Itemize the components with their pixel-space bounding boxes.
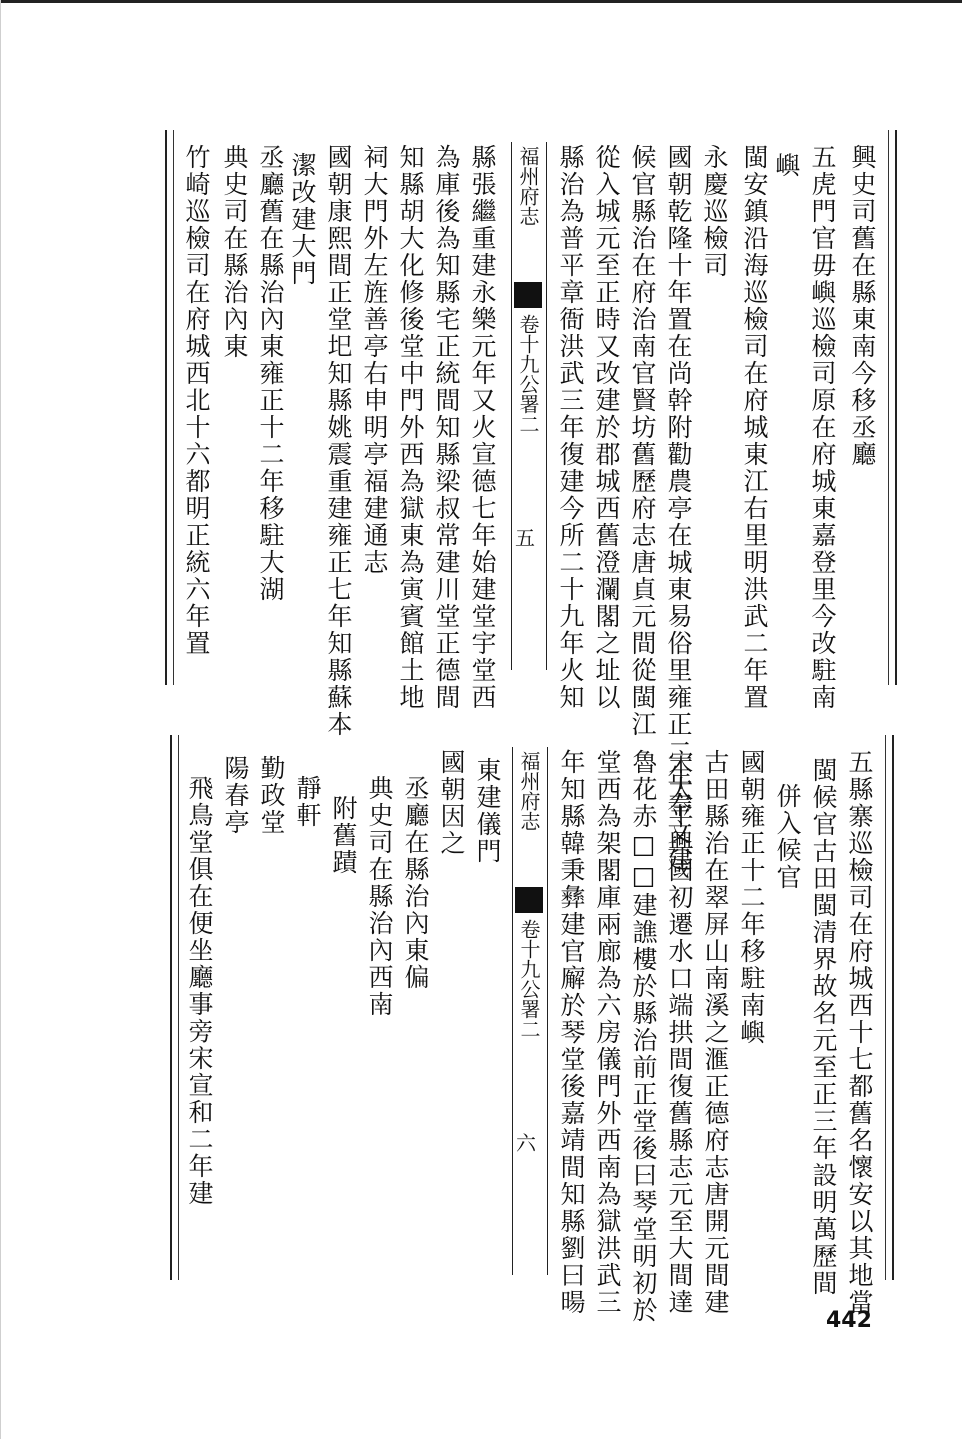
text-column: 從入城元至正時又改建於郡城西舊澄瀾閣之址以	[592, 144, 621, 711]
text-column: 堂西為架閣庫兩廊為六房儀門外西南為獄洪武三	[593, 749, 622, 1316]
text-column: 國朝因之	[437, 749, 466, 857]
text-column: 典史司在縣治內東	[220, 144, 249, 360]
text-column: 永慶巡檢司	[700, 144, 729, 279]
text-column: 飛鳥堂俱在便坐廳事旁宋宣和二年建	[185, 775, 214, 1207]
text-column: 候官縣治在府治南官賢坊舊歷府志唐貞元間從閩江	[628, 144, 657, 738]
text-column: 併入候官	[773, 783, 802, 891]
text-column: 魯花赤□□建譙樓於縣治前正堂後曰琴堂明初於	[629, 749, 658, 1324]
banner-volume: 卷十九公署二	[516, 314, 540, 434]
text-column: 閩候官古田閩清界故名元至正三年設明萬歷間	[809, 757, 838, 1297]
text-column: 縣治為普平章衙洪武三年復建今所二十九年火知	[556, 144, 585, 711]
text-column: 閩安鎮沿海巡檢司在府城東江右里明洪武二年置	[740, 144, 769, 711]
top-border-line	[0, 0, 962, 3]
text-column: 古田縣治在翠屏山南溪之滙正德府志唐開元間建	[701, 749, 730, 1316]
text-column: 典史司在縣治內西南	[365, 775, 394, 1018]
text-column: 丞廳在縣治內東偏	[401, 775, 430, 991]
text-column: 國朝雍正十二年移駐南嶼	[737, 749, 766, 1046]
scan-edge-line	[0, 0, 1, 1439]
text-column: 興史司舊在縣東南今移丞廳	[848, 144, 877, 468]
text-column: 年知縣韓秉彝建官廨於琴堂後嘉靖間知縣劉曰暘	[557, 749, 586, 1316]
center-banner	[512, 747, 548, 1275]
text-column: 靜軒	[293, 775, 322, 829]
text-column: 嶼	[772, 152, 801, 179]
text-column: 附舊蹟	[329, 795, 358, 876]
fish-tail-mark	[514, 282, 542, 308]
text-column: 五縣寨巡檢司在府城西十七都舊名懷安以其地當	[845, 749, 874, 1316]
text-column: 宋太平興國初遷水口端拱間復舊縣志元至大間達	[665, 749, 694, 1316]
leaf-number: 六	[516, 1131, 536, 1155]
text-column: 東建儀門	[473, 757, 502, 865]
text-column: 縣張繼重建永樂元年又火宣德七年始建堂宇堂西	[468, 144, 497, 711]
text-column: 國朝康熙間正堂圯知縣姚震重建雍正七年知縣蘇本	[324, 144, 353, 738]
text-column: 五虎門官毋嶼巡檢司原在府城東嘉登里今改駐南	[808, 144, 837, 711]
text-column: 勤政堂	[257, 755, 286, 836]
text-column: 潔改建大門	[288, 152, 317, 287]
page-number: 442	[826, 1308, 872, 1333]
text-column: 竹崎巡檢司在府城西北十六都明正統六年置	[182, 144, 211, 657]
center-banner	[511, 142, 547, 670]
text-column: 丞廳舊在縣治內東雍正十二年移駐大湖	[256, 144, 285, 603]
text-column: 知縣胡大化修後堂中門外西為獄東為寅賓館土地	[396, 144, 425, 711]
text-column: 祠大門外左旌善亭右申明亭福建通志	[360, 144, 389, 576]
banner-title: 福州府志	[517, 751, 541, 831]
text-column: 國朝乾隆十年置在尚幹附勸農亭在城東易俗里雍正二年奉文建	[664, 144, 693, 873]
banner-volume: 卷十九公署二	[517, 919, 541, 1039]
leaf-number: 五	[515, 526, 535, 550]
text-column: 為庫後為知縣宅正統間知縣梁叔常建川堂正德間	[432, 144, 461, 711]
text-column: 陽春亭	[221, 755, 250, 836]
banner-title: 福州府志	[516, 146, 540, 226]
fish-tail-mark	[515, 887, 543, 913]
